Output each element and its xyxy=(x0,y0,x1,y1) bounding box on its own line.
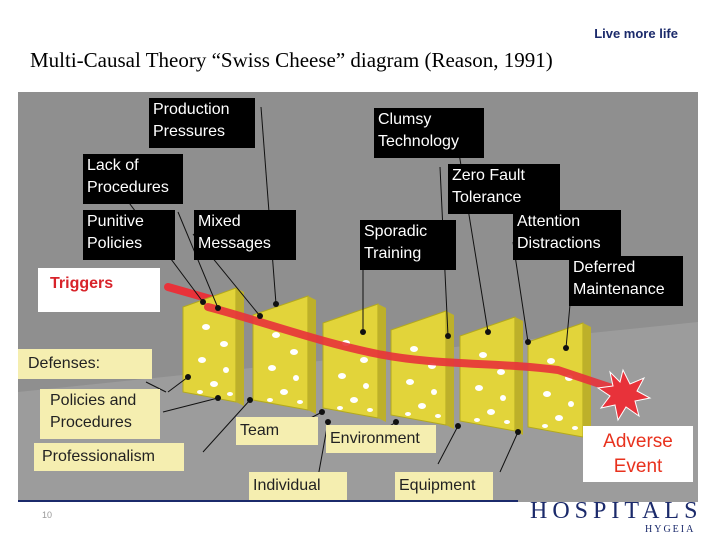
label-punitive-policies: Punitive Policies xyxy=(83,210,175,260)
cheese-slice xyxy=(253,296,316,414)
cheese-slice xyxy=(391,311,454,429)
label-lack-of-procedures: Lack of Procedures xyxy=(83,154,183,204)
label-defenses: Defenses: xyxy=(18,349,152,379)
cheese-slice xyxy=(323,304,386,422)
label-environment: Environment xyxy=(326,425,436,453)
label-triggers: Triggers xyxy=(38,268,160,312)
cheese-slice xyxy=(460,317,523,435)
label-team: Team xyxy=(236,417,318,445)
label-attention-distractions: Attention Distractions xyxy=(513,210,621,260)
brand-tagline: Live more life xyxy=(594,26,678,41)
page-number: 10 xyxy=(42,510,53,520)
label-equipment: Equipment xyxy=(395,472,493,500)
logo-sub: HYGEIA xyxy=(645,524,696,535)
label-clumsy-technology: Clumsy Technology xyxy=(374,108,484,158)
label-professionalism: Professionalism xyxy=(34,443,184,471)
hospital-logo xyxy=(530,498,703,535)
swiss-cheese-diagram xyxy=(18,92,698,502)
label-production-pressures: Production Pressures xyxy=(149,98,255,148)
label-sporadic-training: Sporadic Training xyxy=(360,220,456,270)
label-policies-and-procedures: Policies and Procedures xyxy=(40,389,160,439)
label-deferred-maintenance: Deferred Maintenance xyxy=(569,256,683,306)
footer-divider xyxy=(18,500,518,502)
label-mixed-messages: Mixed Messages xyxy=(194,210,296,260)
label-zero-fault-tolerance: Zero Fault Tolerance xyxy=(448,164,560,214)
slide-title: Multi-Causal Theory “Swiss Cheese” diagram (Reason, 1991) xyxy=(30,48,553,72)
logo-name: HOSPITALS xyxy=(530,498,703,524)
label-adverse-event: Adverse Event xyxy=(583,426,693,482)
label-individual: Individual xyxy=(249,472,347,500)
